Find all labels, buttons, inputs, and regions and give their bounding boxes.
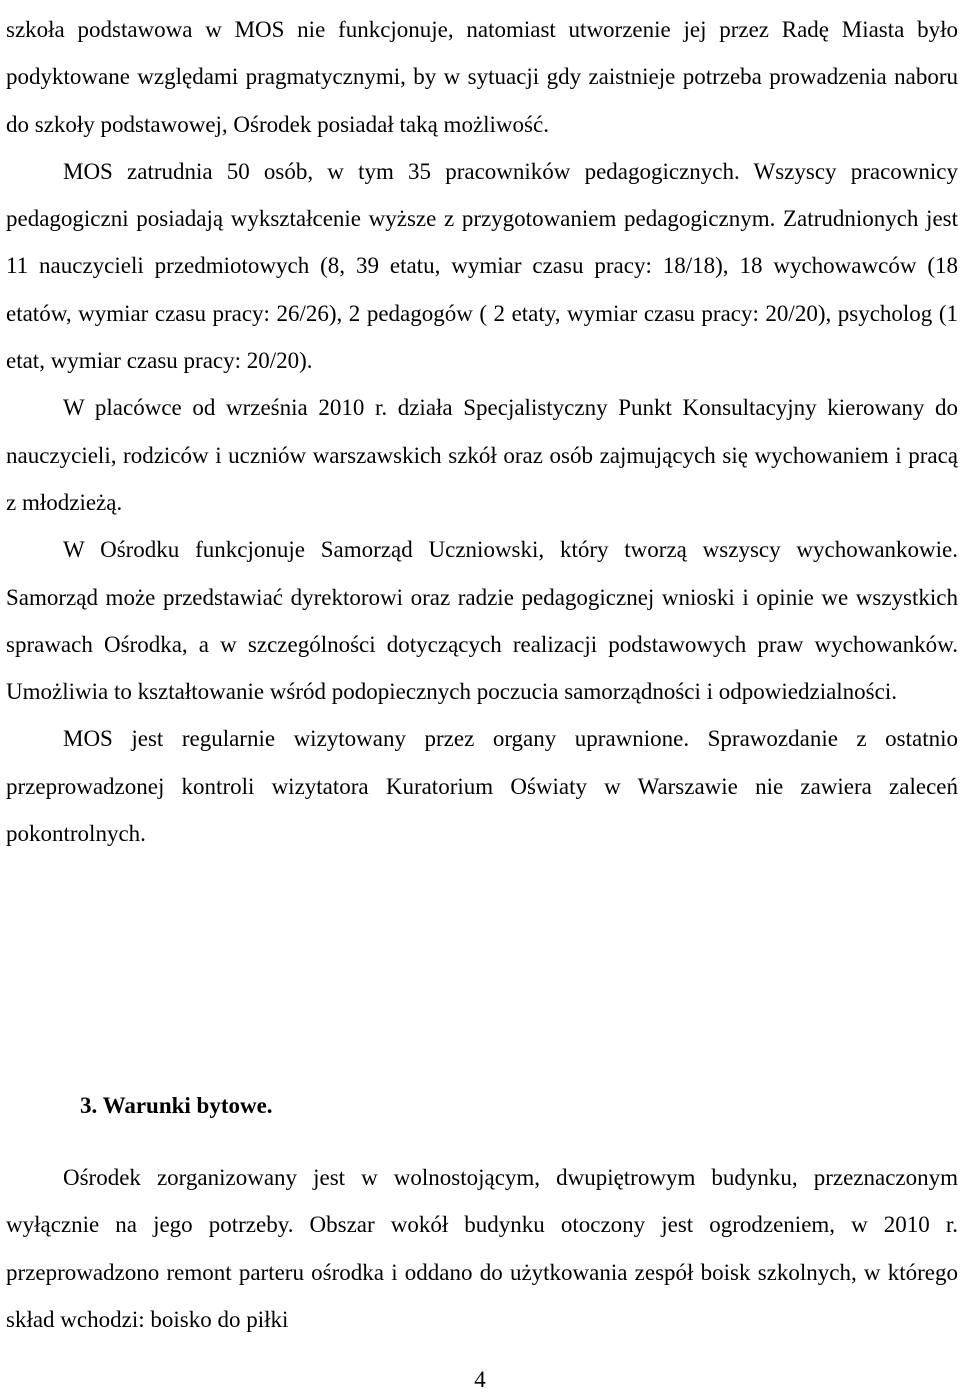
body-text <box>6 6 958 857</box>
section-body <box>6 1154 958 1343</box>
paragraph-school-info: szkoła podstawowa w MOS nie funkcjonuje, natomiast utworzenie jej przez Radę Miasta było podyktowane względami pragmatycznymi, by w sytuacji gdy zaistnieje potrzeba prowadzenia naboru do szkoły podstawowej, Ośrodek posiadał taką możliwość. <box>6 17 958 137</box>
paragraph-inspection: MOS jest regularnie wizytowany przez organy uprawnione. Sprawozdanie z ostatnio przeprowadzonej kontroli wizytatora Kuratorium Oświaty w Warszawie nie zawiera zaleceń pokontrolnych. <box>6 726 958 847</box>
paragraph-consultation-point: W placówce od września 2010 r. działa Specjalistyczny Punkt Konsultacyjny kierowany do nauczycieli, rodziców i uczniów warszawskich szkół oraz osób zajmujących się wychowaniem i pracą z młodzieżą. <box>6 395 958 515</box>
paragraph-building: Ośrodek zorganizowany jest w wolnostojącym, dwupiętrowym budynku, przeznaczonym wyłącznie na jego potrzeby. Obszar wokół budynku otoczony jest ogrodzeniem, w 2010 r. przeprowadzono remont parteru ośrodka i oddano do użytkowania zespół boisk szkolnych, w którego skład wchodzi: boisko do piłki <box>6 1165 958 1332</box>
page-number: 4 <box>474 1367 486 1392</box>
paragraph-staff: MOS zatrudnia 50 osób, w tym 35 pracowników pedagogicznych. Wszyscy pracownicy pedagogiczni posiadają wykształcenie wyższe z przygotowaniem pedagogicznym. Zatrudnionych jest 11 nauczycieli przedmiotowych (8, 39 etatu, wymiar czasu pracy: 18/18), 18 wychowawców (18 etatów, wymiar czasu pracy: 26/26), 2 pedagogów ( 2 etaty, wymiar czasu pracy: 20/20), psycholog (1 etat, wymiar czasu pracy: 20/20). <box>6 158 958 374</box>
paragraph-student-council: W Ośrodku funkcjonuje Samorząd Uczniowski, który tworzą wszyscy wychowankowie. Samorząd może przedstawiać dyrektorowi oraz radzie pedagogicznej wnioski i opinie we wszystkich sprawach Ośrodka, a w szczególności dotyczących realizacji podstawowych praw wychowanków. Umożliwia to kształtowanie wśród podopiecznych poczucia samorządności i odpowiedzialności. <box>6 537 958 705</box>
section-heading: 3. Warunki bytowe. <box>80 1093 273 1118</box>
